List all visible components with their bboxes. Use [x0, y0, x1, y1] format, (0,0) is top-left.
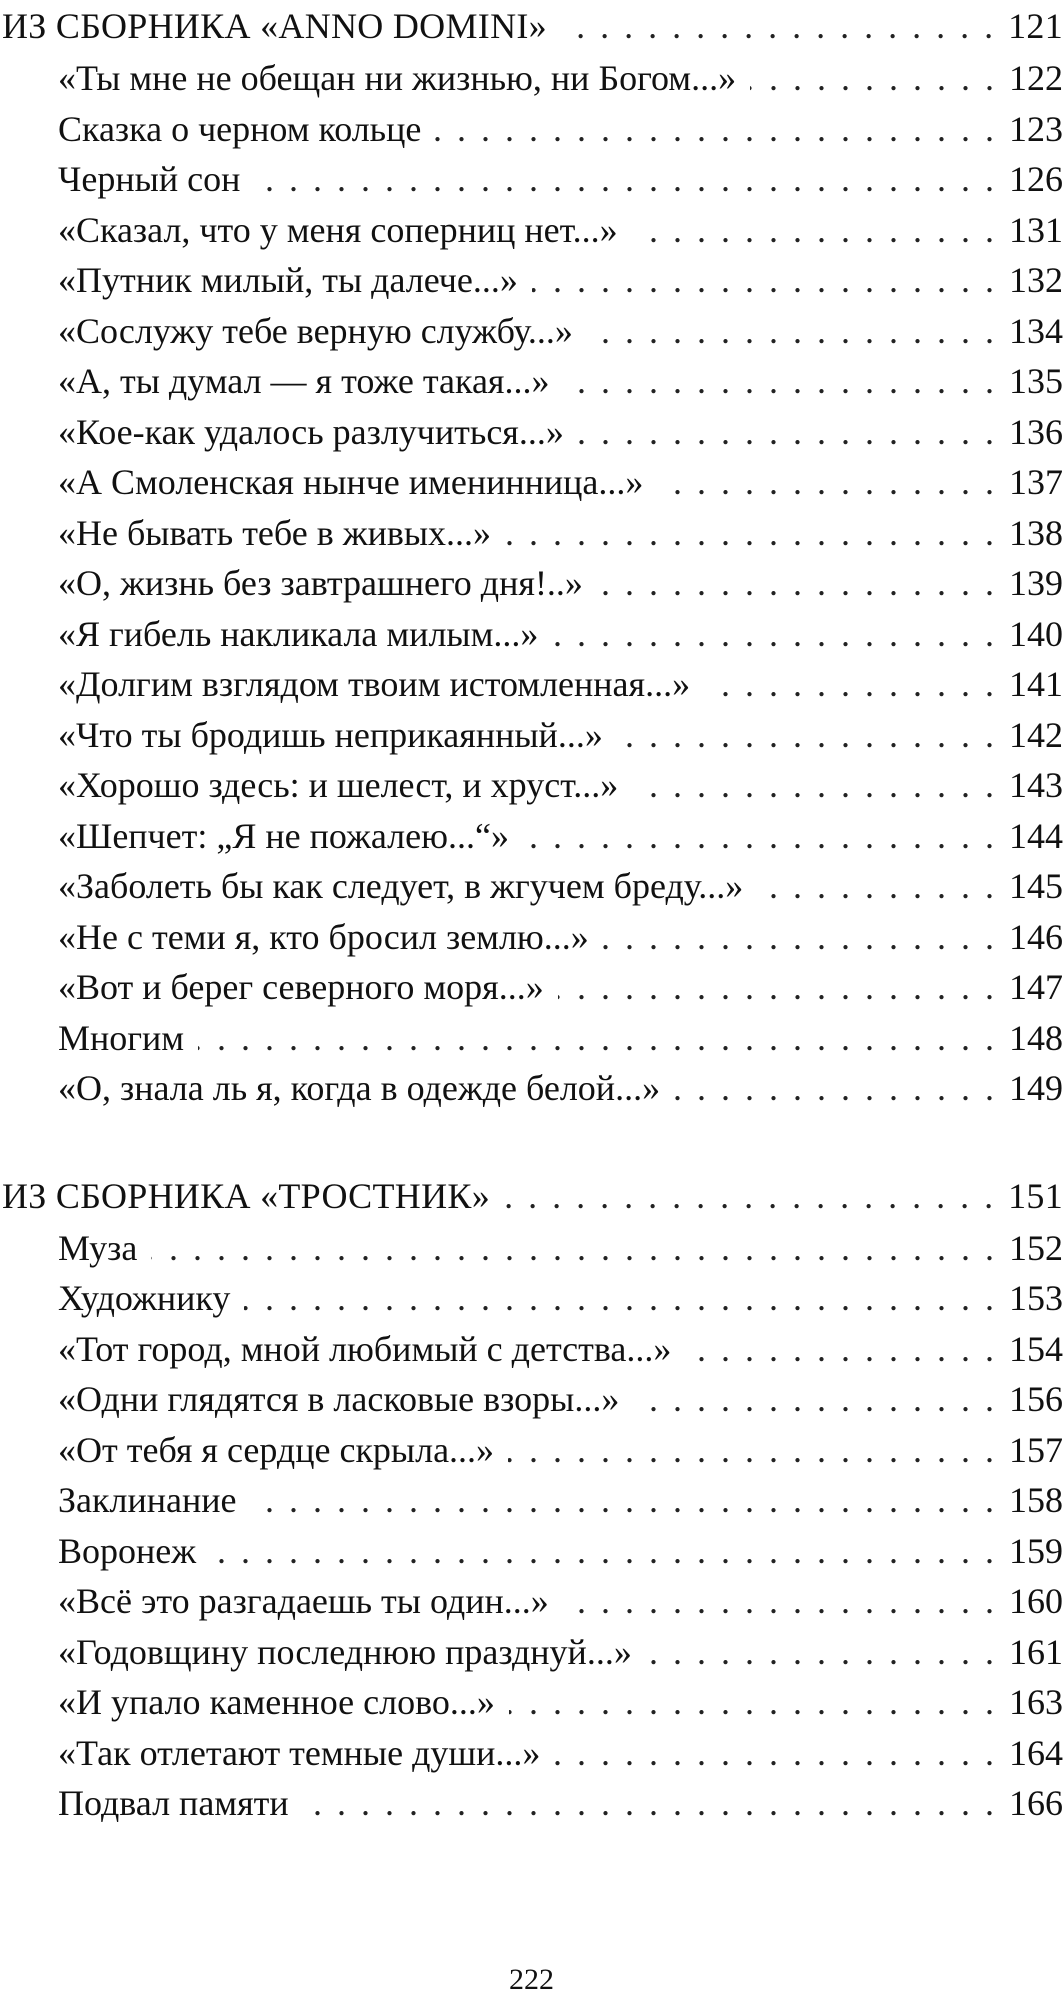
- dot-leader: [603, 912, 995, 963]
- dot-leader: [617, 710, 995, 761]
- toc-entry-page: 123: [1009, 108, 1063, 149]
- dot-leader: [509, 1677, 995, 1728]
- dot-leader: [523, 811, 995, 862]
- dot-leader: [254, 154, 995, 205]
- toc-entry-page: 137: [1009, 462, 1063, 502]
- toc-entry-title: «Всё это разгадаешь ты один...»: [58, 1581, 549, 1621]
- toc-entry-title: Черный сон: [58, 159, 241, 199]
- section-heading-page: 121: [1008, 6, 1063, 46]
- toc-entry-page: 139: [1009, 563, 1063, 603]
- toc-entry-page: 122: [1009, 58, 1063, 98]
- toc-entry-page: 134: [1009, 310, 1063, 351]
- toc-entry-title: Заклинание: [58, 1480, 237, 1520]
- toc-entry: [0, 659, 1063, 710]
- toc-entry-title: «Ты мне не обещан ни жизнью, ни Богом...»: [58, 58, 737, 98]
- dot-leader: [674, 1063, 995, 1114]
- toc-entry-title: «Так отлетают темные души...»: [58, 1732, 541, 1773]
- dot-leader: [757, 861, 995, 912]
- section-heading: [0, 1170, 1063, 1222]
- toc-entry: [0, 1677, 1063, 1728]
- dot-leader: [561, 0, 994, 52]
- toc-entry: [0, 306, 1063, 357]
- toc-entry-title: «Долгим взглядом твоим истомленная...»: [58, 664, 691, 704]
- toc-entry-title: «О, знала ль я, когда в одежде белой...»: [58, 1068, 661, 1108]
- toc-entry-title: Воронеж: [58, 1530, 197, 1571]
- dot-leader: [646, 1627, 995, 1678]
- toc-entry-page: 149: [1009, 1068, 1063, 1108]
- dot-leader: [210, 1526, 995, 1577]
- toc-entry-page: 135: [1009, 361, 1063, 401]
- toc-entry-title: «Не бывать тебе в живых...»: [58, 512, 492, 553]
- toc-entry: [0, 154, 1063, 205]
- dot-leader: [704, 659, 995, 710]
- toc-entry-page: 153: [1009, 1278, 1063, 1318]
- toc-entry: [0, 1063, 1063, 1114]
- toc-entry: [0, 1526, 1063, 1577]
- dot-leader: [750, 53, 995, 104]
- toc-entry-title: «И упало каменное слово...»: [58, 1682, 495, 1722]
- dot-leader: [532, 255, 995, 306]
- toc-entry: [0, 104, 1063, 155]
- toc-entry: [0, 255, 1063, 306]
- dot-leader: [685, 1324, 995, 1375]
- dot-leader: [508, 1425, 995, 1476]
- toc-entry-page: 152: [1009, 1227, 1063, 1268]
- dot-leader: [505, 508, 995, 559]
- dot-leader: [597, 558, 995, 609]
- dot-leader: [633, 1374, 995, 1425]
- dot-leader: [587, 306, 995, 357]
- section-entries: [0, 53, 1063, 1114]
- toc-section-trostnik: [0, 1170, 1063, 1829]
- toc-entry: [0, 861, 1063, 912]
- section-heading-page: 151: [1008, 1175, 1063, 1216]
- toc-entry: [0, 407, 1063, 458]
- toc-entry: [0, 1374, 1063, 1425]
- toc-entry-title: «А Смоленская нынче именинница...»: [58, 462, 644, 502]
- toc-entry-title: «Что ты бродишь неприкаянный...»: [58, 714, 603, 755]
- dot-leader: [632, 760, 995, 811]
- toc-entry-title: Муза: [58, 1227, 138, 1268]
- toc-entry: [0, 1627, 1063, 1678]
- toc-entry: [0, 1778, 1063, 1829]
- toc-entry: [0, 1728, 1063, 1779]
- toc-entry-title: «Хорошо здесь: и шелест, и хруст...»: [58, 765, 619, 805]
- toc-entry-title: «Тот город, мной любимый с детства...»: [58, 1328, 672, 1369]
- toc-entry-page: 142: [1009, 714, 1063, 755]
- toc-entry-page: 143: [1009, 765, 1063, 805]
- toc-entry: [0, 1324, 1063, 1375]
- toc-entry: [0, 1273, 1063, 1324]
- toc-entry-page: 156: [1009, 1379, 1063, 1419]
- section-entries: [0, 1223, 1063, 1829]
- toc-entry-title: Художнику: [58, 1278, 231, 1318]
- toc-entry-page: 146: [1009, 916, 1063, 957]
- page-number: 222: [509, 1963, 554, 1996]
- dot-leader: [303, 1778, 995, 1829]
- toc-entry-page: 154: [1009, 1328, 1063, 1369]
- toc-entry: [0, 811, 1063, 862]
- toc-entry-page: 148: [1009, 1017, 1063, 1058]
- dot-leader: [632, 205, 995, 256]
- dot-leader: [552, 609, 995, 660]
- toc-entry-page: 126: [1009, 159, 1063, 199]
- toc-entry: [0, 205, 1063, 256]
- section-heading-title: ИЗ СБОРНИКА «ANNO DOMINI»: [2, 6, 547, 46]
- toc-entry-page: 157: [1009, 1429, 1063, 1470]
- toc-entry-title: «Заболеть бы как следует, в жгучем бреду...»: [58, 866, 744, 906]
- toc-entry-title: «Путник милый, ты далече...»: [58, 260, 518, 300]
- toc-entry-page: 136: [1009, 411, 1063, 452]
- toc-entry: [0, 609, 1063, 660]
- dot-leader: [435, 104, 995, 155]
- toc-entry: [0, 760, 1063, 811]
- toc-entry-page: 161: [1009, 1631, 1063, 1672]
- toc-entry-title: «Вот и берег северного моря...»: [58, 967, 544, 1007]
- dot-leader: [151, 1223, 995, 1274]
- toc-entry-title: «Годовщину последнюю празднуй...»: [58, 1631, 632, 1672]
- section-heading: [0, 0, 1063, 52]
- toc-entry-title: «Сослужу тебе верную службу...»: [58, 310, 573, 351]
- dot-leader: [554, 1728, 995, 1779]
- dot-leader: [563, 1576, 995, 1627]
- toc-entry-page: 166: [1009, 1783, 1063, 1823]
- toc-entry: [0, 1576, 1063, 1627]
- section-heading-title: ИЗ СБОРНИКА «ТРОСТНИК»: [2, 1175, 490, 1216]
- dot-leader: [504, 1170, 994, 1222]
- toc-entry-page: 131: [1009, 209, 1063, 250]
- toc-entry: [0, 1425, 1063, 1476]
- toc-entry-title: «Кое-как удалось разлучиться...»: [58, 411, 564, 452]
- toc-entry-page: 147: [1009, 967, 1063, 1007]
- toc-entry: [0, 53, 1063, 104]
- toc-entry: [0, 710, 1063, 761]
- toc-entry-page: 158: [1009, 1480, 1063, 1520]
- dot-leader: [563, 356, 995, 407]
- dot-leader: [198, 1013, 995, 1064]
- toc-entry: [0, 1013, 1063, 1064]
- toc-entry: [0, 912, 1063, 963]
- toc-entry: [0, 457, 1063, 508]
- toc-entry-page: 159: [1009, 1530, 1063, 1571]
- toc-entry-title: «Я гибель накликала милым...»: [58, 613, 539, 654]
- toc-entry-title: «О, жизнь без завтрашнего дня!..»: [58, 563, 583, 603]
- toc-entry-title: Многим: [58, 1017, 185, 1058]
- toc-entry-title: «Шепчет: „Я не пожалею...“»: [58, 815, 509, 856]
- toc-entry-page: 144: [1009, 815, 1063, 856]
- dot-leader: [657, 457, 995, 508]
- toc-entry-title: Сказка о черном кольце: [58, 108, 422, 149]
- toc-entry-page: 145: [1009, 866, 1063, 906]
- toc-entry-title: «Одни глядятся в ласковые взоры...»: [58, 1379, 620, 1419]
- toc-entry-page: 140: [1009, 613, 1063, 654]
- toc-entry-page: 132: [1009, 260, 1063, 300]
- dot-leader: [251, 1475, 996, 1526]
- toc-entry: [0, 962, 1063, 1013]
- dot-leader: [558, 962, 995, 1013]
- toc-entry-page: 138: [1009, 512, 1063, 553]
- toc-entry-title: «Не с теми я, кто бросил землю...»: [58, 916, 589, 957]
- toc-entry: [0, 1223, 1063, 1274]
- toc-entry: [0, 508, 1063, 559]
- toc-entry-title: Подвал памяти: [58, 1783, 289, 1823]
- toc-entry: [0, 558, 1063, 609]
- toc-entry-title: «От тебя я сердце скрыла...»: [58, 1429, 495, 1470]
- toc-entry-page: 163: [1009, 1682, 1063, 1722]
- toc-entry-page: 164: [1009, 1732, 1063, 1773]
- toc-entry-title: «Сказал, что у меня соперниц нет...»: [58, 209, 618, 250]
- toc-entry: [0, 356, 1063, 407]
- toc-entry-page: 160: [1009, 1581, 1063, 1621]
- toc-entry: [0, 1475, 1063, 1526]
- dot-leader: [244, 1273, 995, 1324]
- toc-entry-page: 141: [1009, 664, 1063, 704]
- dot-leader: [578, 407, 995, 458]
- toc-entry-title: «А, ты думал — я тоже такая...»: [58, 361, 550, 401]
